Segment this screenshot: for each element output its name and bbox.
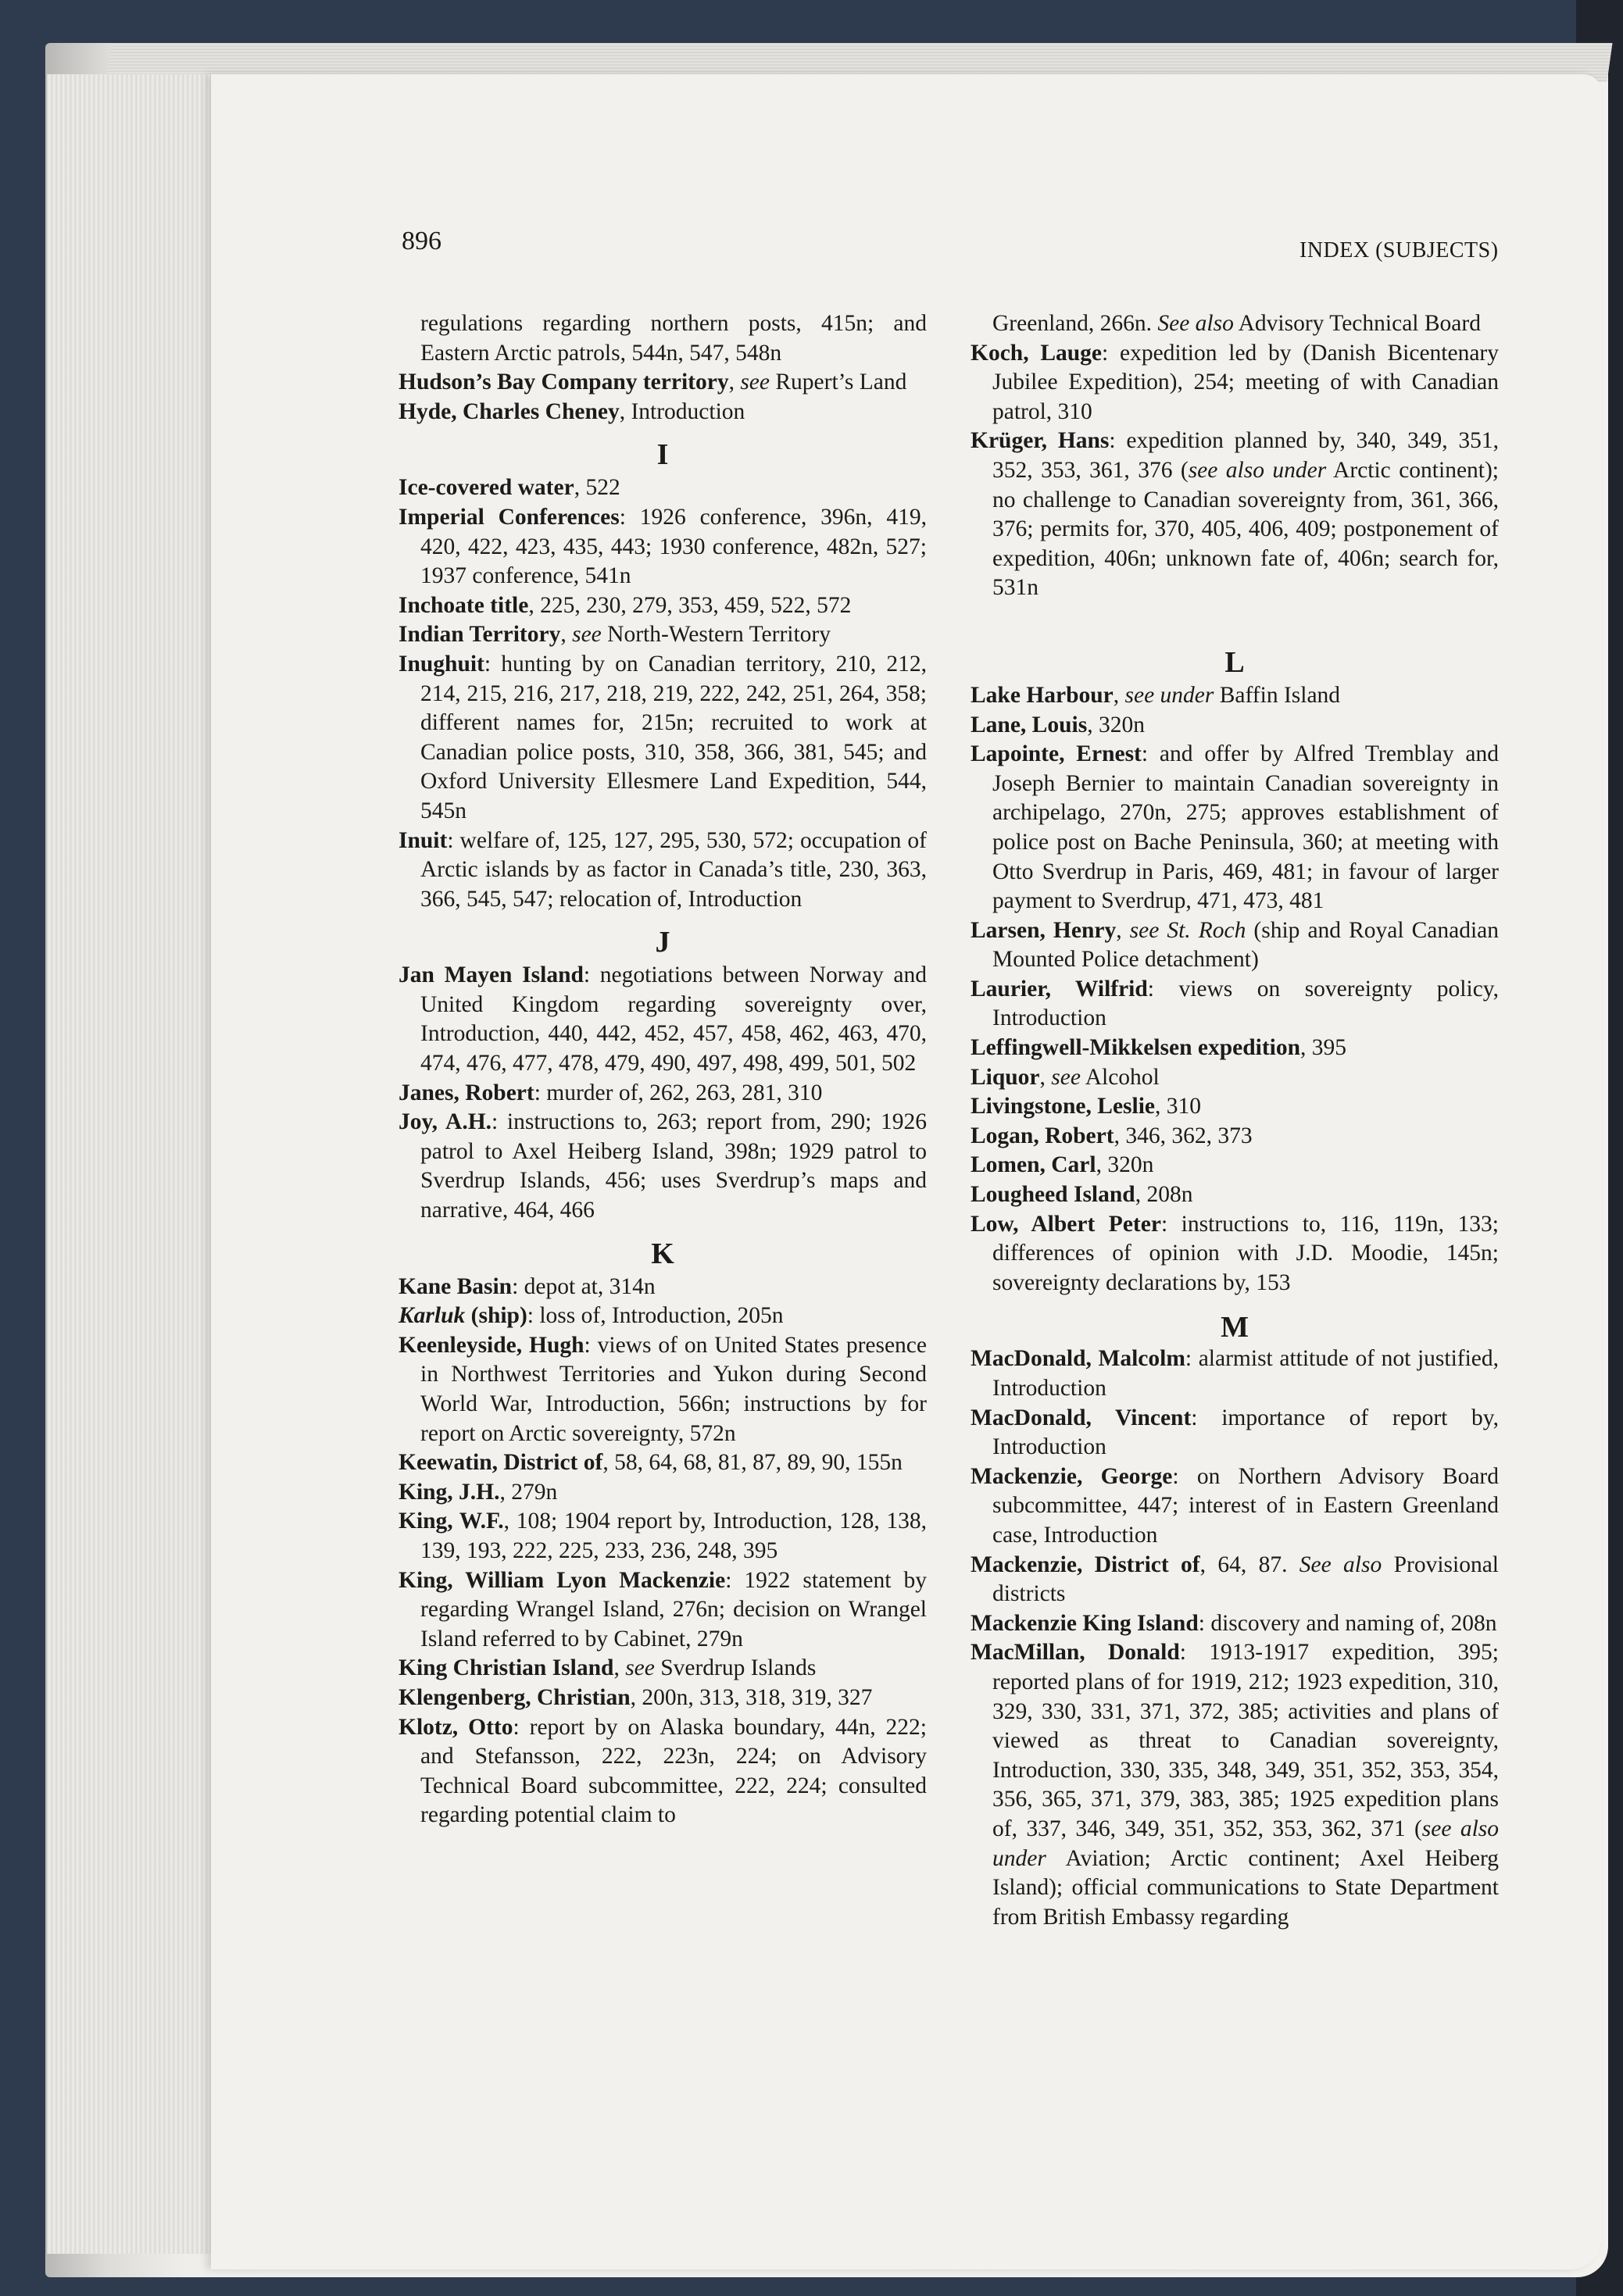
entry-text: : 1922 statement by regarding Wrangel Island, 276n; decision on Wrangel Island referred to by Cabinet, 279n: [420, 1567, 927, 1651]
index-entry: [399, 620, 927, 650]
index-entry: [399, 827, 927, 915]
index-entry: [399, 1713, 927, 1830]
entry-text: Arctic continent); no challenge to Canadian sovereignty from, 361, 366, 376; permits for, 370, 405, 406, 409; postponement of expedition, 406n; unknown fate of, 406n; search for, 531n: [992, 457, 1499, 601]
entry-text: : instructions to, 263; report from, 290; 1926 patrol to Axel Heiberg Island, 398n; 1929 patrol to Sverdrup Islands, 456; uses Sverdrup’s maps and narrative, 464, 466: [420, 1109, 927, 1223]
entry-text: : alarmist attitude of not justified, Introduction: [992, 1346, 1499, 1401]
index-entry-continuation: [971, 309, 1499, 339]
entry-heading: MacDonald, Vincent: [971, 1405, 1192, 1430]
entry-text: , 200n, 313, 318, 319, 327: [630, 1684, 873, 1710]
index-entry: [399, 1654, 927, 1684]
entry-text: : report by on Alaska boundary, 44n, 222; and Stefansson, 222, 223n, 224; on Advisory Technical Board subcommittee, 222, 224; consulted regarding potential claim to: [420, 1714, 927, 1828]
index-entry: [399, 1684, 927, 1713]
index-entry: [971, 1122, 1499, 1152]
entry-text: (ship and Royal Canadian Mounted Police detachment): [992, 917, 1499, 973]
book-side-page-edges: [47, 74, 219, 2254]
index-entry: [971, 1462, 1499, 1551]
entry-text: , Introduction: [619, 398, 745, 424]
entry-heading: Indian Territory: [399, 622, 561, 648]
index-entry: [971, 1180, 1499, 1210]
entry-text: : views on sovereignty policy, Introduction: [992, 976, 1499, 1031]
entry-heading: Lapointe, Ernest: [971, 741, 1142, 767]
entry-text: , 310: [1155, 1094, 1202, 1119]
entry-heading: (ship): [465, 1303, 527, 1329]
index-entry: [971, 1092, 1499, 1122]
index-entry: [399, 1302, 927, 1331]
entry-heading: Mackenzie, District of: [971, 1551, 1200, 1577]
index-entry-continuation: [399, 309, 927, 368]
entry-text: : negotiations between Norway and United Kingdom regarding sovereignty over, Introduction, 440, 442, 452, 457, 458, 462, 463, 470, 474, 476, 477, 478, 479, 490, 497, 498, 499, 501, 502: [420, 962, 927, 1077]
entry-heading: Hudson’s Bay Company territory: [399, 370, 729, 395]
index-entry: [399, 1331, 927, 1448]
entry-text: : 1913-1917 expedition, 395; reported plans of for 1919, 212; 1923 expedition, 310, 329, 330, 331, 371, 372, 385; activities and plans of viewed as threat to Canadian sovereignty, Introduction, 330, 335, 348, 349, 351, 352, 353, 354, 356, 365, 371, 379, 383, 385; 1925 expedition plans of, 337, 346, 349, 351, 352, 353, 362, 371 (: [992, 1640, 1499, 1841]
entry-heading: Lomen, Carl: [971, 1152, 1096, 1178]
entry-text: Provisional districts: [992, 1551, 1499, 1607]
entry-text: , 108; 1904 report by, Introduction, 128, 138, 139, 193, 222, 225, 233, 236, 248, 395: [420, 1509, 928, 1563]
entry-text: : depot at, 314n: [512, 1273, 656, 1299]
index-entry: [399, 1273, 927, 1302]
index-entry: [399, 1448, 927, 1478]
entry-text: : 1926 conference, 396n, 419, 420, 422, 423, 435, 443; 1930 conference, 482n, 527; 1937 conference, 541n: [420, 504, 927, 589]
section-letter: M: [1221, 1311, 1249, 1344]
entry-text: : loss of, Introduction, 205n: [527, 1303, 784, 1329]
index-entry: [399, 473, 927, 503]
entry-heading: Hyde, Charles Cheney: [399, 398, 620, 424]
entry-heading: King, William Lyon Mackenzie: [399, 1567, 726, 1593]
entry-text: see under: [1124, 682, 1214, 708]
entry-text: : instructions to, 116, 119n, 133; differences of opinion with J.D. Moodie, 145n; sovereignty declarations by, 153: [992, 1211, 1499, 1295]
entry-heading: King Christian Island: [399, 1655, 614, 1681]
entry-text: , 208n: [1135, 1182, 1193, 1208]
index-entry: [971, 1551, 1499, 1609]
entry-heading: Jan Mayen Island: [399, 962, 584, 988]
entry-heading: Ice-covered water: [399, 475, 574, 501]
index-entry: [399, 1507, 927, 1566]
index-entry: [399, 503, 927, 591]
entry-text: ,: [560, 622, 573, 648]
index-entry: [399, 591, 927, 621]
entry-heading: Kane Basin: [399, 1273, 513, 1299]
entry-heading: Klengenberg, Christian: [399, 1684, 631, 1710]
entry-text: Greenland, 266n.: [992, 311, 1158, 336]
entry-text: Rupert’s Land: [770, 370, 907, 395]
index-entry: [399, 368, 927, 398]
entry-heading: Joy, A.H.: [399, 1109, 492, 1135]
section-letter: J: [655, 926, 670, 959]
entry-text: , 346, 362, 373: [1114, 1123, 1253, 1148]
entry-text: see: [572, 622, 602, 648]
entry-text: : expedition planned by, 340, 349, 351, 352, 353, 361, 376 (: [992, 428, 1499, 483]
index-entry: [399, 650, 927, 827]
entry-heading: Mackenzie King Island: [971, 1610, 1199, 1636]
index-entry: [971, 740, 1499, 916]
entry-heading: Leffingwell-Mikkelsen expedition: [971, 1035, 1301, 1061]
entry-text: : expedition led by (Danish Bicentenary Jubilee Expedition), 254; meeting of with Canadian patrol, 310: [992, 340, 1499, 424]
section-letter: L: [1224, 645, 1245, 679]
entry-text: : views of on United States presence in Northwest Territories and Yukon during Second World War, Introduction, 566n; instructions by for report on Arctic sovereignty, 572n: [420, 1332, 927, 1446]
index-entry: [399, 1079, 927, 1109]
index-entry: [971, 1034, 1499, 1063]
index-entry: [971, 1404, 1499, 1462]
entry-heading: Inuit: [399, 827, 448, 853]
entry-text: , 58, 64, 68, 81, 87, 89, 90, 155n: [602, 1450, 903, 1476]
entry-heading: Klotz, Otto: [399, 1714, 513, 1740]
entry-heading: MacMillan, Donald: [971, 1640, 1180, 1666]
entry-text: , 522: [574, 475, 620, 501]
index-entry: [971, 339, 1499, 427]
entry-heading: Karluk: [399, 1303, 466, 1329]
index-column-left: [399, 309, 927, 1830]
index-entry: [399, 961, 927, 1078]
entry-text: , 320n: [1087, 712, 1145, 737]
entry-text: , 64, 87.: [1199, 1551, 1299, 1577]
index-entry: [971, 681, 1499, 711]
entry-text: see also under: [992, 1816, 1499, 1871]
index-entry: [971, 1609, 1499, 1639]
entry-text: ,: [1039, 1064, 1052, 1090]
entry-text: : discovery and naming of, 208n: [1198, 1610, 1497, 1636]
entry-text: Sverdrup Islands: [654, 1655, 817, 1681]
entry-heading: King, J.H.: [399, 1479, 500, 1505]
entry-text: ,: [613, 1655, 626, 1681]
entry-heading: King, W.F.: [399, 1509, 504, 1534]
entry-text: See also: [1157, 311, 1234, 336]
entry-heading: Low, Albert Peter: [971, 1211, 1161, 1237]
entry-text: Alcohol: [1080, 1064, 1160, 1090]
entry-heading: Larsen, Henry: [971, 917, 1117, 943]
entry-text: Baffin Island: [1214, 682, 1341, 708]
entry-heading: MacDonald, Malcolm: [971, 1346, 1185, 1372]
entry-heading: Lake Harbour: [971, 682, 1114, 708]
entry-text: : murder of, 262, 263, 281, 310: [534, 1080, 823, 1105]
entry-heading: Livingstone, Leslie: [971, 1094, 1156, 1119]
entry-text: : hunting by on Canadian territory, 210, 212, 214, 215, 216, 217, 218, 219, 222, 242, 251, 264, 358; different names for, 215n; recruited to work at Canadian police posts, 310, 358, 366, 381, 545; and Oxford University Ellesmere Land Expedition, 544, 545n: [420, 651, 927, 823]
entry-heading: Lougheed Island: [971, 1182, 1135, 1208]
index-entry: [399, 398, 927, 427]
page-number: 896: [402, 227, 441, 255]
entry-text: See also: [1299, 1551, 1382, 1577]
entry-heading: Lane, Louis: [971, 712, 1088, 737]
entry-heading: Keewatin, District of: [399, 1450, 603, 1476]
entry-text: Advisory Technical Board: [1233, 311, 1481, 336]
entry-text: ,: [1113, 682, 1125, 708]
entry-heading: Inchoate title: [399, 592, 529, 618]
index-entry: [399, 1108, 927, 1225]
index-entry: [971, 1638, 1499, 1932]
index-entry: [971, 427, 1499, 603]
index-entry: [971, 1344, 1499, 1403]
section-letter: K: [651, 1237, 674, 1270]
entry-heading: Imperial Conferences: [399, 504, 620, 530]
entry-text: regulations regarding northern posts, 415n; and Eastern Arctic patrols, 544n, 547, 548n: [420, 311, 927, 366]
entry-text: : importance of report by, Introduction: [992, 1405, 1500, 1460]
section-letter: I: [656, 438, 669, 472]
entry-text: see: [625, 1655, 655, 1681]
index-entry: [971, 975, 1499, 1034]
index-entry: [399, 1478, 927, 1508]
entry-heading: Keenleyside, Hugh: [399, 1332, 584, 1358]
entry-heading: Mackenzie, George: [971, 1463, 1173, 1489]
entry-text: : and offer by Alfred Tremblay and Joseph Bernier to maintain Canadian sovereignty in archipelago, 270n, 275; approves establishment of police post on Bache Peninsula, 360; at meeting with Otto Sverdrup in Paris, 469, 481; in favour of larger payment to Sverdrup, 471, 473, 481: [992, 741, 1499, 914]
entry-text: see also under: [1188, 457, 1327, 483]
entry-text: see: [1051, 1064, 1081, 1090]
running-head: INDEX (SUBJECTS): [1299, 238, 1499, 262]
entry-text: North-Western Territory: [601, 622, 831, 648]
index-entry: [971, 1151, 1499, 1180]
entry-text: , 395: [1300, 1035, 1347, 1061]
entry-heading: Krüger, Hans: [971, 428, 1110, 454]
index-entry: [971, 1210, 1499, 1298]
entry-text: see: [740, 370, 770, 395]
index-entry: [399, 1566, 927, 1655]
entry-heading: Inughuit: [399, 651, 484, 677]
entry-heading: Koch, Lauge: [971, 340, 1103, 366]
entry-heading: Laurier, Wilfrid: [971, 976, 1148, 1002]
index-entry: [971, 1063, 1499, 1093]
index-entry: [971, 711, 1499, 741]
entry-text: : on Northern Advisory Board subcommittee, 447; interest of in Eastern Greenland case, Introduction: [992, 1463, 1499, 1548]
entry-text: , 320n: [1096, 1152, 1154, 1178]
entry-heading: Logan, Robert: [971, 1123, 1114, 1148]
entry-text: see St. Roch: [1129, 917, 1246, 943]
entry-text: , 279n: [499, 1479, 558, 1505]
entry-text: ,: [1116, 917, 1130, 943]
index-entry: [971, 916, 1499, 975]
entry-heading: Janes, Robert: [399, 1080, 534, 1105]
index-column-right: [971, 309, 1499, 1932]
entry-text: Aviation; Arctic continent; Axel Heiberg Island); official communications to State Department from British Embassy regarding: [992, 1845, 1499, 1930]
entry-text: , 225, 230, 279, 353, 459, 522, 572: [528, 592, 852, 618]
entry-text: : welfare of, 125, 127, 295, 530, 572; occupation of Arctic islands by as factor in Canada’s title, 230, 363, 366, 545, 547; relocation of, Introduction: [420, 827, 927, 912]
entry-text: ,: [728, 370, 741, 395]
entry-heading: Liquor: [971, 1064, 1040, 1090]
